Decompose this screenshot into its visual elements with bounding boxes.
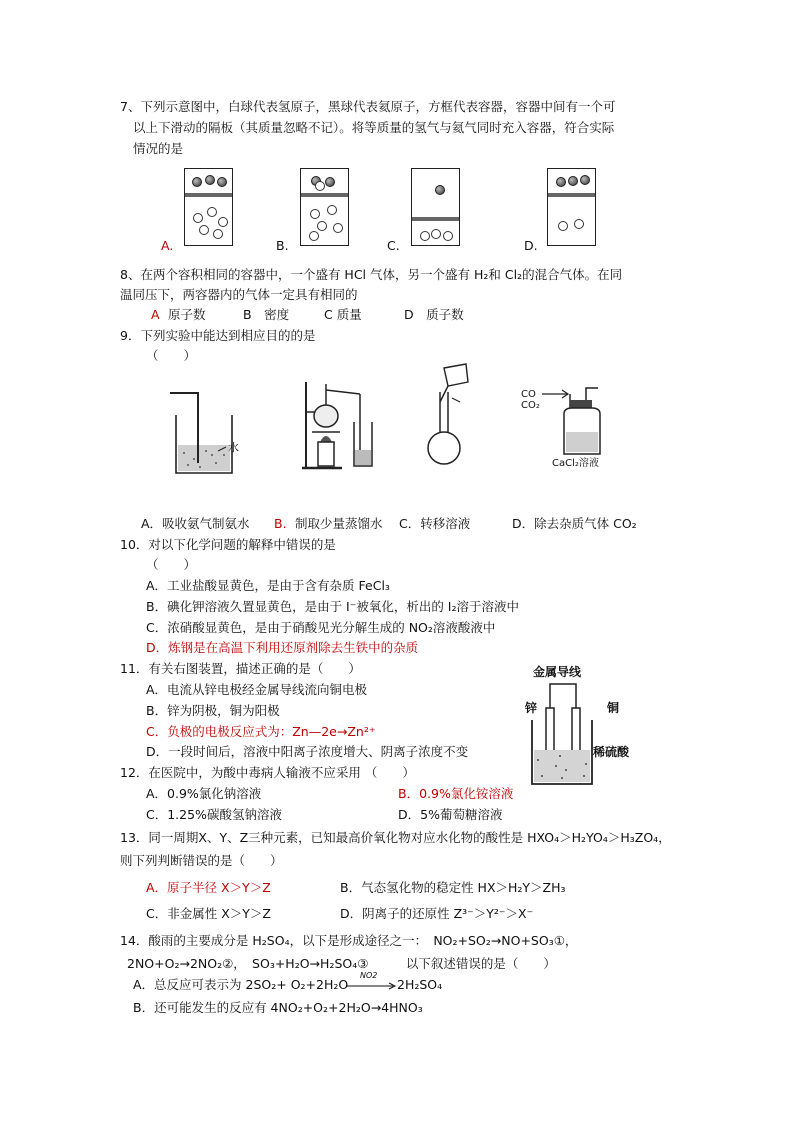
q12-stem: 12．在医院中，为酸中毒病人输液不应采用 （ ） <box>120 765 415 780</box>
hydrogen-atom <box>558 221 568 231</box>
hydrogen-atom <box>310 209 320 219</box>
galvanic-cell-figure <box>528 680 598 790</box>
q9-option-c: C．转移溶液 <box>399 516 471 531</box>
helium-atom <box>325 177 335 187</box>
q13-option-b: B．气态氢化物的稳定性 HX＞H₂Y＞ZH₃ <box>340 880 566 895</box>
hydrogen-atom <box>317 221 327 231</box>
partition-plate <box>301 193 348 197</box>
q9-stem: 9．下列实验中能达到相应目的的是 <box>120 328 316 343</box>
hydrogen-atom <box>199 225 209 235</box>
container-b-figure <box>300 168 349 246</box>
wire-label: 金属导线 <box>533 665 582 679</box>
q12-option-a: A．0.9%氯化钠溶液 <box>146 786 262 801</box>
copper-label: 铜 <box>607 701 620 715</box>
q7-label-d: D. <box>524 238 538 253</box>
q9-answer-paren: （ ） <box>146 348 197 363</box>
q13-stem-line1: 13．同一周期X、Y、Z三种元素，已知最高价氧化物对应水化物的酸性是 HXO₄＞H₂YO₄＞H₃ZO₄， <box>120 830 671 845</box>
q13-stem-line2: 则下列判断错误的是（ ） <box>120 853 283 868</box>
helium-atom <box>568 176 578 186</box>
helium-atom <box>217 177 227 187</box>
hydrogen-atom <box>333 223 343 233</box>
q11-option-d: D．一段时间后，溶液中阳离子浓度增大、阴离子浓度不变 <box>146 744 469 759</box>
q13-option-c: C．非金属性 X＞Y＞Z <box>146 906 271 921</box>
hydrogen-atom <box>443 231 453 241</box>
hydrogen-atom <box>574 219 584 229</box>
apparatus-c-figure <box>422 362 492 472</box>
container-a-figure <box>184 168 233 246</box>
q10-answer-paren: （ ） <box>146 557 197 572</box>
q7-label-a: A. <box>161 238 174 253</box>
q8-option-a-text: 原子数 <box>168 307 206 322</box>
q9-option-b-letter: B. <box>274 516 287 531</box>
q8-stem-line2: 温同压下，两容器内的气体一定具有相同的 <box>120 287 358 302</box>
zinc-label: 锌 <box>525 701 538 715</box>
helium-atom <box>205 175 215 185</box>
q8-option-c: C 质量 <box>324 307 362 322</box>
hydrogen-atom <box>309 231 319 241</box>
container-d-figure <box>547 168 596 246</box>
q13-option-a: A．原子半径 X＞Y＞Z <box>146 880 271 895</box>
q8-option-b: B 密度 <box>243 307 290 322</box>
helium-atom <box>556 177 566 187</box>
helium-atom <box>580 175 590 185</box>
q7-stem-line2: 以上下滑动的隔板（其质量忽略不记）。将等质量的氢气与氦气同时充入容器，符合实际 <box>133 120 615 135</box>
q10-stem: 10．对以下化学问题的解释中错误的是 <box>120 537 336 552</box>
reaction-arrow-icon <box>345 981 397 991</box>
hydrogen-atom <box>327 205 337 215</box>
hydrogen-atom <box>213 229 223 239</box>
partition-plate <box>548 193 595 197</box>
hydrogen-atom <box>420 231 430 241</box>
q14-stem-line2: 2NO+O₂→2NO₂②， SO₃+H₂O→H₂SO₄③ 以下叙述错误的是（ ） <box>127 956 556 971</box>
helium-atom <box>435 185 445 195</box>
q12-option-c: C．1.25%碳酸氢钠溶液 <box>146 807 282 822</box>
q11-option-b: B．锌为阴极，铜为阳极 <box>146 703 280 718</box>
q7-label-b: B. <box>276 238 289 253</box>
q11-stem: 11．有关右图装置，描述正确的是（ ） <box>120 661 361 676</box>
q10-option-b: B．碘化钾溶液久置显黄色，是由于 I⁻被氧化，析出的 I₂溶于溶液中 <box>146 599 520 614</box>
apparatus-d-figure <box>540 380 610 460</box>
q14-option-a-pre: A．总反应可表示为 2SO₂+ O₂+2H₂O <box>133 977 349 992</box>
q14-stem-line1: 14．酸雨的主要成分是 H₂SO₄，以下是形成途径之一： NO₂+SO₂→NO+SO₃①， <box>120 933 578 948</box>
q10-option-a: A．工业盐酸显黄色，是由于含有杂质 FeCl₃ <box>146 578 390 593</box>
q7-stem-line3: 情况的是 <box>133 141 184 156</box>
hydrogen-atom <box>218 217 228 227</box>
q9-option-a: A．吸收氨气制氨水 <box>141 516 250 531</box>
q8-option-a-letter: A <box>151 307 160 322</box>
hydrogen-atom <box>315 181 325 191</box>
apparatus-b-figure <box>292 372 392 472</box>
partition-plate <box>185 193 232 197</box>
q14-option-b: B．还可能发生的反应有 4NO₂+O₂+2H₂O→4HNO₃ <box>133 1000 423 1015</box>
q13-option-d: D．阴离子的还原性 Z³⁻＞Y²⁻＞X⁻ <box>340 906 534 921</box>
q10-option-c: C．浓硝酸显黄色，是由于硝酸见光分解生成的 NO₂溶液酸液中 <box>146 620 496 635</box>
q12-option-b: B．0.9%氯化铵溶液 <box>398 786 514 801</box>
q14-option-a-post: 2H₂SO₄ <box>397 977 443 992</box>
gas-label-co: CO <box>521 389 536 400</box>
q7-label-c: C. <box>387 238 400 253</box>
acid-label: 稀硫酸 <box>593 745 630 759</box>
gas-label-co2: CO₂ <box>521 400 540 411</box>
hydrogen-atom <box>193 213 203 223</box>
q9-option-b-text: 制取少量蒸馏水 <box>295 516 383 531</box>
partition-plate <box>412 217 459 221</box>
hydrogen-atom <box>431 229 441 239</box>
q14-catalyst-label: NO2 <box>360 971 378 980</box>
hydrogen-atom <box>207 207 217 217</box>
q12-option-d: D．5%葡萄糖溶液 <box>398 807 503 822</box>
water-label: 水 <box>228 441 239 454</box>
container-c-figure <box>411 168 460 246</box>
q8-option-d: D 质子数 <box>404 307 464 322</box>
q7-stem-line1: 7、下列示意图中，白球代表氢原子，黑球代表氦原子，方框代表容器，容器中间有一个可 <box>120 99 616 114</box>
apparatus-a-figure <box>160 385 250 480</box>
q8-stem-line1: 8、在两个容积相同的容器中，一个盛有 HCl 气体，另一个盛有 H₂和 Cl₂的混合气体。在同 <box>120 267 623 282</box>
bottle-label: CaCl₂溶液 <box>552 458 599 469</box>
q10-option-d: D．炼钢是在高温下利用还原剂除去生铁中的杂质 <box>146 640 419 655</box>
q9-option-d: D．除去杂质气体 CO₂ <box>512 516 637 531</box>
q11-option-c: C．负极的电极反应式为：Zn—2e→Zn²⁺ <box>146 724 376 739</box>
helium-atom <box>192 177 202 187</box>
q11-option-a: A．电流从锌电极经金属导线流向铜电极 <box>146 682 368 697</box>
